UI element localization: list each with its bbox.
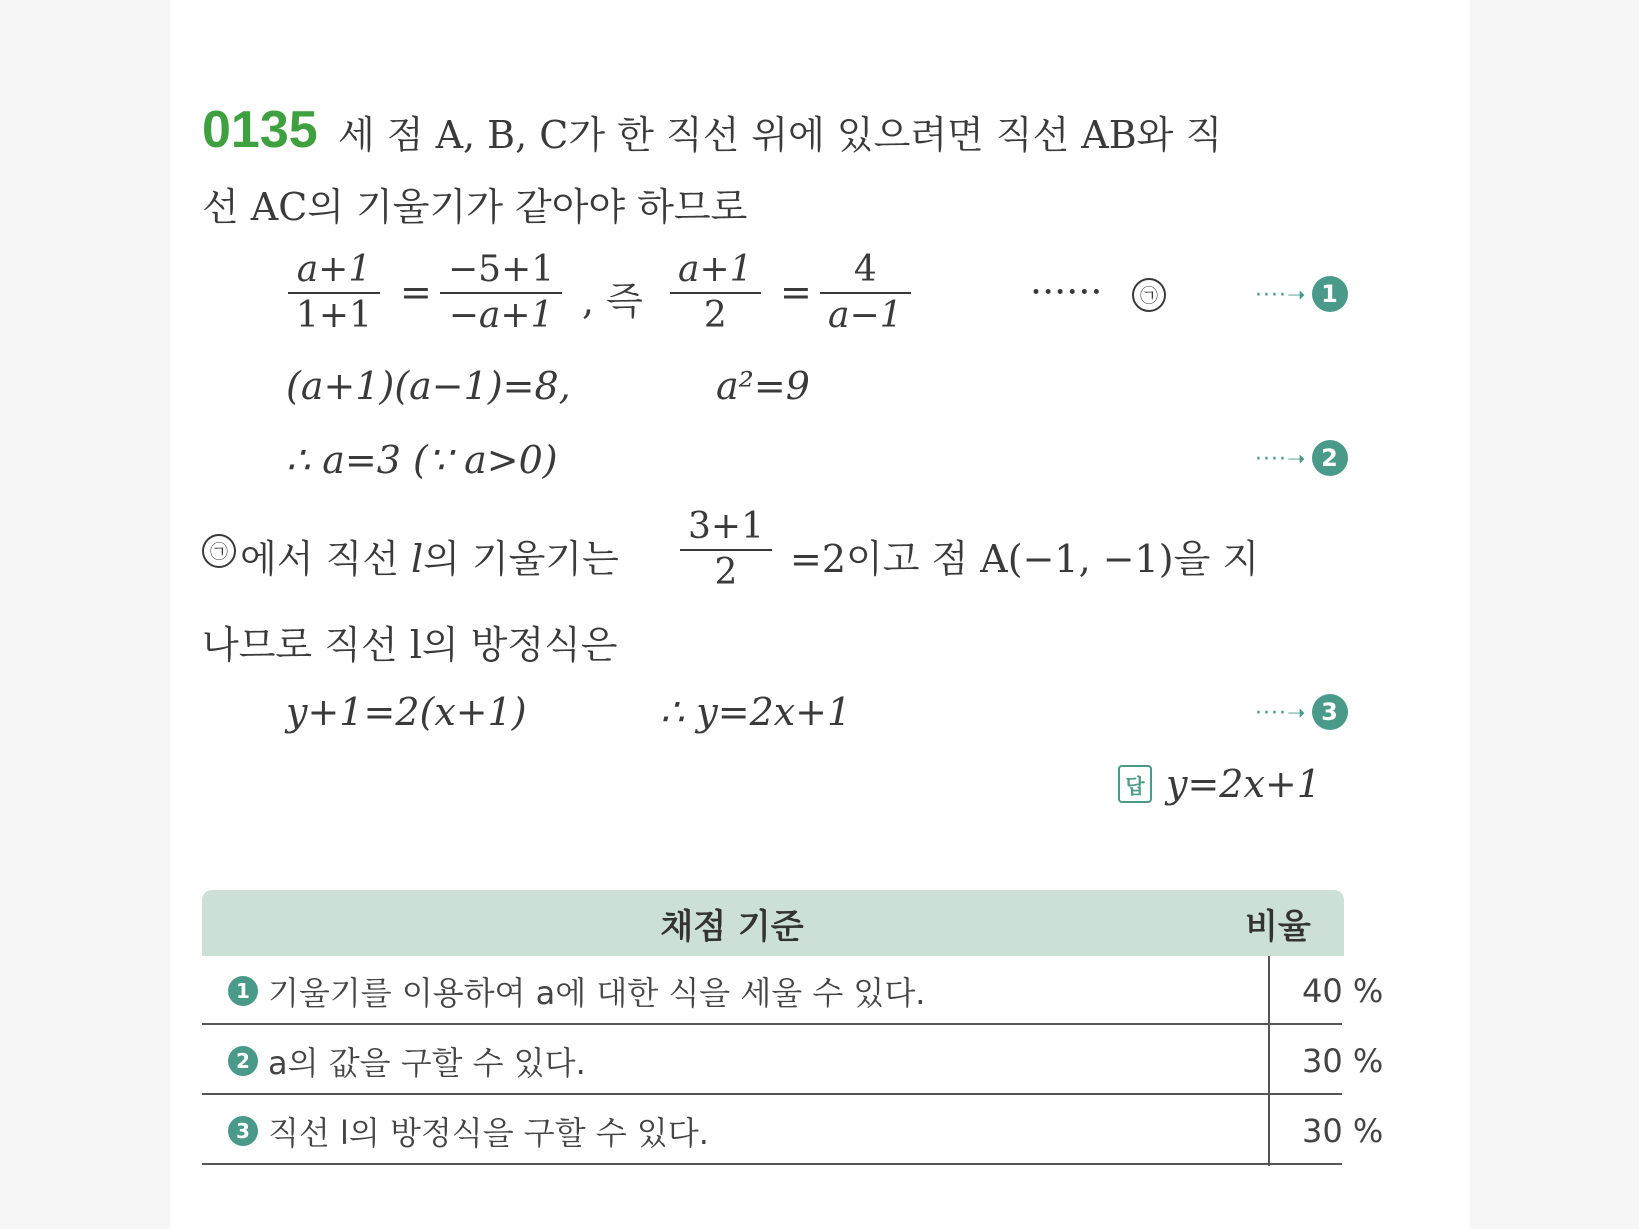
intro-line-2: 선 AC의 기울기가 같아야 하므로 [202,185,748,229]
answer-icon: 답 [1118,765,1152,803]
equals-sign-2: = [780,270,812,314]
fraction-slope-denominator: 2 [714,552,738,593]
step-badge-2: 2 [1312,440,1348,476]
row-ratio-1: 40 % [1302,972,1384,1010]
para2-text-2: 의 기울기는 [423,537,619,581]
equation-2-right: a²=9 [716,364,810,408]
step-marker-2 [1255,440,1348,476]
para2-line-2: 나므로 직선 l의 방정식은 [202,623,618,667]
table-row [228,1030,586,1092]
para2-text-1: 에서 직선 [240,537,411,581]
step-marker-1 [1255,276,1348,312]
row-text-1: 기울기를 이용하여 a에 대한 식을 세울 수 있다. [268,974,926,1012]
row-ratio-3: 30 % [1302,1112,1384,1150]
table-row-divider-2 [202,1093,1342,1095]
equation-4-left: y+1=2(x+1) [286,690,527,734]
row-text-2: a의 값을 구할 수 있다. [268,1044,586,1082]
row-badge-1: 1 [228,976,258,1006]
answer [1118,762,1321,806]
step-marker-3 [1255,694,1348,730]
equation-4-right: ∴ y=2x+1 [660,690,852,734]
row-badge-3: 3 [228,1116,258,1146]
table-row [228,1100,709,1162]
dotted-arrow-icon: ····➝ [1255,283,1307,308]
answer-value: y=2x+1 [1166,762,1321,806]
para2-before [240,528,619,583]
row-badge-2: 2 [228,1046,258,1076]
fraction-1-numerator: a+1 [296,249,372,290]
fraction-4-denominator: a−1 [828,295,903,336]
table-row-divider-1 [202,1023,1342,1025]
fraction-3-numerator: a+1 [678,249,753,290]
table-row [228,960,925,1022]
fraction-2-denominator: −a+1 [448,295,554,336]
step-badge-1: 1 [1312,276,1348,312]
comma-word: , 즉 [582,279,643,323]
fraction-slope-numerator: 3+1 [688,506,764,547]
fraction-2-numerator: −5+1 [448,249,555,290]
table-row-divider-3 [202,1163,1342,1165]
fraction-1-denominator: 1+1 [296,295,372,336]
dotted-arrow-icon: ····➝ [1255,701,1307,726]
tag-giyeok-ref: ㉠ [202,534,236,568]
fraction-3-denominator: 2 [703,295,727,336]
fraction-3 [670,248,761,338]
intro-line-1: 세 점 A, B, C가 한 직선 위에 있으려면 직선 AB와 직 [338,113,1223,157]
fraction-1 [288,248,380,338]
row-text-3: 직선 l의 방정식을 구할 수 있다. [268,1114,709,1152]
tag-giyeok: ㉠ [1132,278,1166,312]
table-header-criteria: 채점 기준 [202,890,1262,956]
dotted-arrow-icon: ····➝ [1255,447,1307,472]
problem-number: 0135 [202,101,318,159]
step-badge-3: 3 [1312,694,1348,730]
fraction-4 [820,248,911,338]
table-column-divider [1268,956,1270,1166]
row-ratio-2: 30 % [1302,1042,1384,1080]
fraction-4-numerator: 4 [853,249,877,290]
table-header-ratio: 비율 [1212,890,1344,956]
equals-sign-1: = [400,270,432,314]
dots: ······ [1030,270,1103,314]
fraction-slope [680,505,772,595]
equation-2-left: (a+1)(a−1)=8, [286,364,571,408]
equation-3: ∴ a=3 (∵ a>0) [286,438,558,482]
para2-l: l [411,537,424,581]
fraction-2 [440,248,562,338]
para2-after: =2이고 점 A(−1, −1)을 지 [790,537,1260,581]
